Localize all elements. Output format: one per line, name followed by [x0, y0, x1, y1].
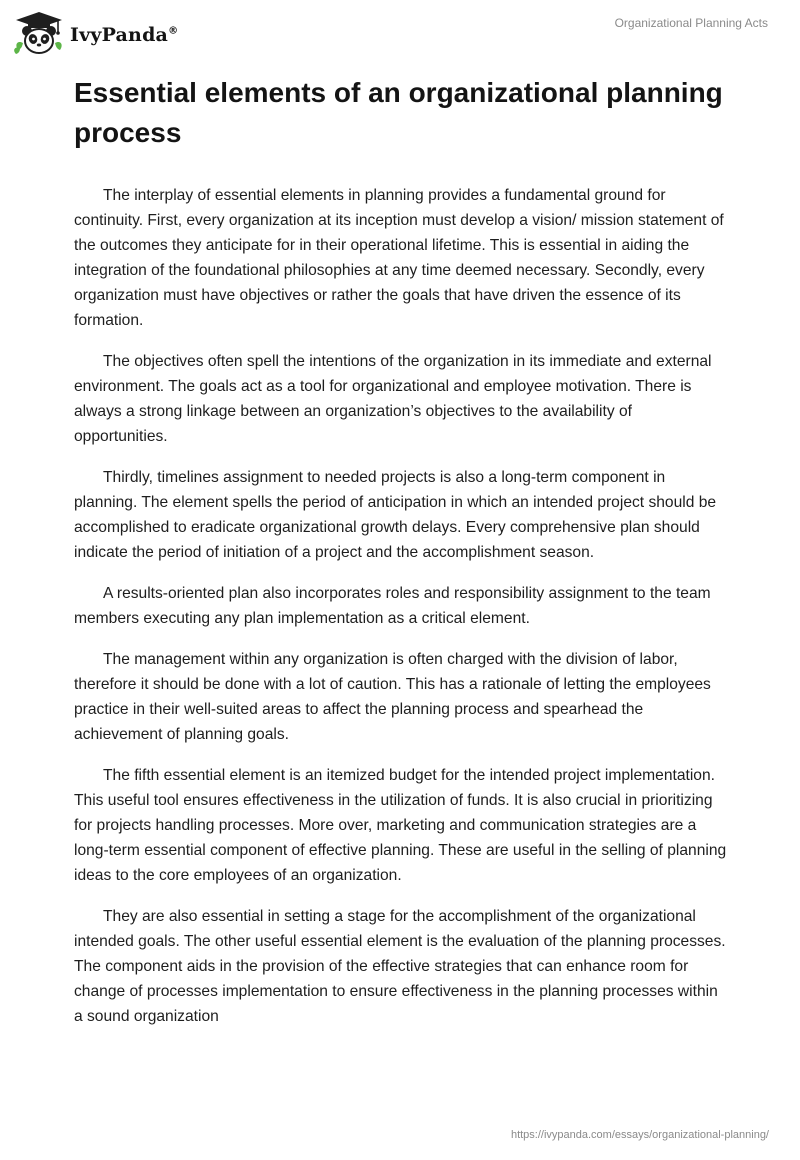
page-header	[0, 0, 800, 64]
brand-name-text: IvyPanda	[70, 24, 169, 46]
paragraph: The management within any organization is often charged with the division of labor, therefore it should be done with a lot of caution. This has a rationale of letting the employees practice in their well-suited areas to affect the planning process and spearhead the achievement of planning goals.	[74, 651, 711, 743]
brand-name	[70, 24, 178, 46]
ivypanda-logo[interactable]	[12, 10, 178, 58]
article-title: Essential elements of an organizational planning process	[74, 77, 723, 148]
paragraph: The fifth essential element is an itemized budget for the intended project implementation. This useful tool ensures effectiveness in the utilization of funds. It is also crucial in prioritizing for projects handling processes. More over, marketing and communication strategies are a long-term essential component of effective planning. These are useful in the selling of planning ideas to the core employees of an organization.	[74, 767, 727, 884]
article	[74, 73, 728, 1045]
paragraph: They are also essential in setting a stage for the accomplishment of the organizational intended goals. The other useful essential element is the evaluation of the planning processes. The component aids in the provision of the effective strategies that can enhance room for change of processes implementation to ensure effectiveness in the planning processes within a sound organization	[74, 908, 726, 1025]
registered-mark: ®	[168, 25, 179, 37]
panda-graduate-icon	[12, 10, 66, 58]
paragraph: Thirdly, timelines assignment to needed projects is also a long-term component in planning. The element spells the period of anticipation in which an intended project should be accomplished to eradicate organizational growth delays. Every comprehensive plan should indicate the period of initiation of a project and the accomplishment season.	[74, 469, 717, 561]
running-title: Organizational Planning Acts	[614, 16, 768, 30]
source-url[interactable]: https://ivypanda.com/essays/organizational-planning/	[510, 1129, 769, 1141]
paragraph: A results-oriented plan also incorporates roles and responsibility assignment to the team members executing any plan implementation as a critical element.	[74, 585, 711, 627]
paragraph: The interplay of essential elements in planning provides a fundamental ground for continuity. First, every organization at its inception must develop a vision/ mission statement of the outcomes they anticipate for in their operational lifetime. This is essential in aiding the integration of the foundational philosophies at any time deemed necessary. Secondly, every organization must have objectives or rather the goals that have driven the essence of its formation.	[74, 187, 724, 329]
paragraph: The objectives often spell the intentions of the organization in its immediate and external environment. The goals act as a tool for organizational and employee motivation. There is always a strong linkage between an organization’s objectives to the availability of opportunities.	[74, 353, 712, 445]
